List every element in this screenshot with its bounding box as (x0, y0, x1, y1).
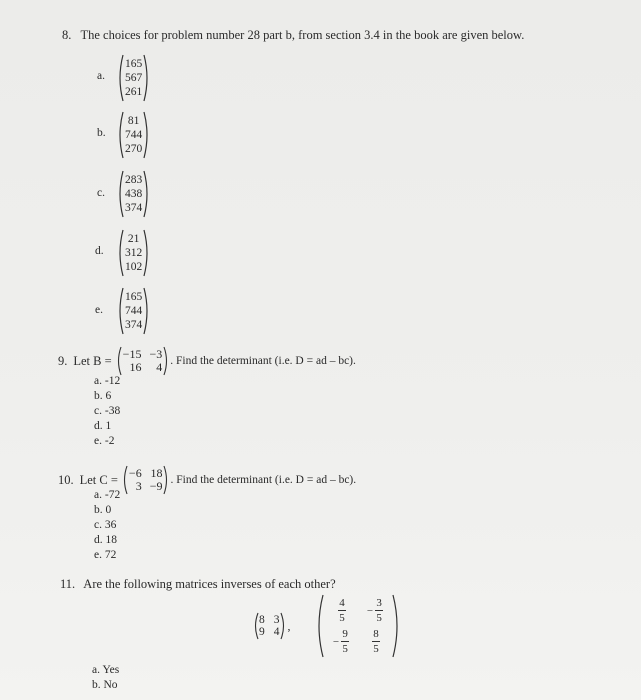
q8-option-b-letter: b. (97, 127, 106, 139)
q9-option-c[interactable]: c. -38 (94, 405, 121, 417)
q10-option-a[interactable]: a. -72 (94, 489, 121, 501)
right-paren (163, 465, 170, 495)
q8-option-b-vector (116, 111, 151, 159)
right-paren (143, 170, 151, 218)
q10-options (94, 488, 120, 563)
q11-options (92, 663, 119, 693)
q10-number: 10. (58, 472, 74, 487)
q8-option-a-vector (116, 54, 151, 102)
q11-option-b[interactable]: b. No (92, 679, 118, 691)
q11-text: Are the following matrices inverses of each other? (83, 577, 336, 591)
matrix-entry: −6 (128, 466, 142, 480)
left-paren (116, 54, 124, 102)
left-paren (252, 612, 259, 640)
matrix-separator: , (287, 618, 291, 633)
q8-option-a-letter: a. (97, 70, 105, 82)
q11-matrix-b (314, 594, 402, 658)
q10-option-e[interactable]: e. 72 (94, 549, 117, 561)
q10-lead: Let C = (79, 472, 118, 487)
q11-header (60, 577, 336, 592)
q8-option-c-letter: c. (97, 187, 105, 199)
vector-entry: 374 (125, 319, 143, 331)
vector-entry: 261 (125, 86, 143, 98)
matrix-entry: 4 (156, 360, 163, 374)
right-paren (163, 346, 170, 376)
q8-header (62, 28, 524, 43)
left-paren (116, 170, 124, 218)
q9-after: . Find the determinant (i.e. D = ad – bc). (170, 355, 356, 367)
q9-number: 9. (58, 353, 68, 368)
vector-entry: 283 (125, 174, 143, 186)
left-paren (121, 465, 128, 495)
right-paren (143, 287, 151, 335)
q10-after: . Find the determinant (i.e. D = ad – bc). (170, 474, 357, 486)
q10-matrix (121, 465, 171, 495)
matrix-entry: 8 (259, 614, 265, 626)
matrix-entry: 18 (150, 466, 163, 480)
matrix-entry: −3 (149, 347, 163, 361)
vector-entry: 312 (125, 247, 143, 259)
q11-matrix-a (252, 612, 291, 640)
q9-options (94, 374, 120, 449)
q10-option-c[interactable]: c. 36 (94, 519, 117, 531)
vector-entry: 374 (125, 202, 143, 214)
matrix-entry: 9 (259, 626, 265, 638)
matrix-entry: 16 (129, 360, 142, 374)
q9-option-b[interactable]: b. 6 (94, 390, 112, 402)
q8-option-e-vector (116, 287, 151, 335)
matrix-entry: 3 (135, 479, 142, 493)
vector-entry: 21 (127, 233, 140, 245)
vector-entry: 270 (125, 143, 143, 155)
right-paren (143, 229, 151, 277)
right-paren (280, 612, 287, 640)
q9-header (58, 346, 356, 376)
q9-option-d[interactable]: d. 1 (94, 420, 112, 432)
q9-option-a[interactable]: a. -12 (94, 375, 121, 387)
q8-text: The choices for problem number 28 part b, from section 3.4 in the book are given below. (80, 28, 525, 42)
q10-option-b[interactable]: b. 0 (94, 504, 112, 516)
q11-option-a[interactable]: a. Yes (92, 664, 120, 676)
left-paren (116, 229, 124, 277)
left-paren (116, 287, 124, 335)
matrix-b-entry-22: $\frac{8}{5}$ (373, 628, 379, 655)
q11-number: 11. (60, 577, 76, 591)
vector-entry: 567 (125, 72, 143, 84)
matrix-entry: −9 (149, 479, 163, 493)
q8-option-d-vector (116, 229, 151, 277)
matrix-b-entry-11: $\frac{4}{5}$ (339, 597, 345, 624)
q9-matrix (115, 346, 171, 376)
right-paren (392, 594, 402, 658)
matrix-entry: −15 (122, 347, 142, 361)
q9-lead: Let B = (73, 353, 112, 368)
left-paren (116, 111, 124, 159)
q8-option-e-letter: e. (95, 304, 103, 316)
matrix-b-entry-12: − $\frac{3}{5}$ (366, 597, 382, 624)
left-paren (314, 594, 324, 658)
matrix-entry: 3 (273, 614, 280, 626)
q8-option-d-letter: d. (95, 245, 104, 257)
q9-option-e[interactable]: e. -2 (94, 435, 115, 447)
left-paren (115, 346, 122, 376)
vector-entry: 165 (125, 291, 143, 303)
right-paren (143, 54, 151, 102)
vector-entry: 102 (125, 261, 143, 273)
q8-number: 8. (62, 28, 72, 42)
vector-entry: 744 (125, 129, 143, 141)
vector-entry: 165 (125, 58, 143, 70)
vector-entry: 744 (125, 305, 143, 317)
matrix-b-entry-21: − $\frac{9}{5}$ (332, 628, 348, 655)
vector-entry: 438 (125, 188, 143, 200)
right-paren (143, 111, 151, 159)
q10-option-d[interactable]: d. 18 (94, 534, 117, 546)
q8-option-c-vector (116, 170, 151, 218)
matrix-entry: 4 (273, 626, 280, 638)
vector-entry: 81 (127, 115, 140, 127)
